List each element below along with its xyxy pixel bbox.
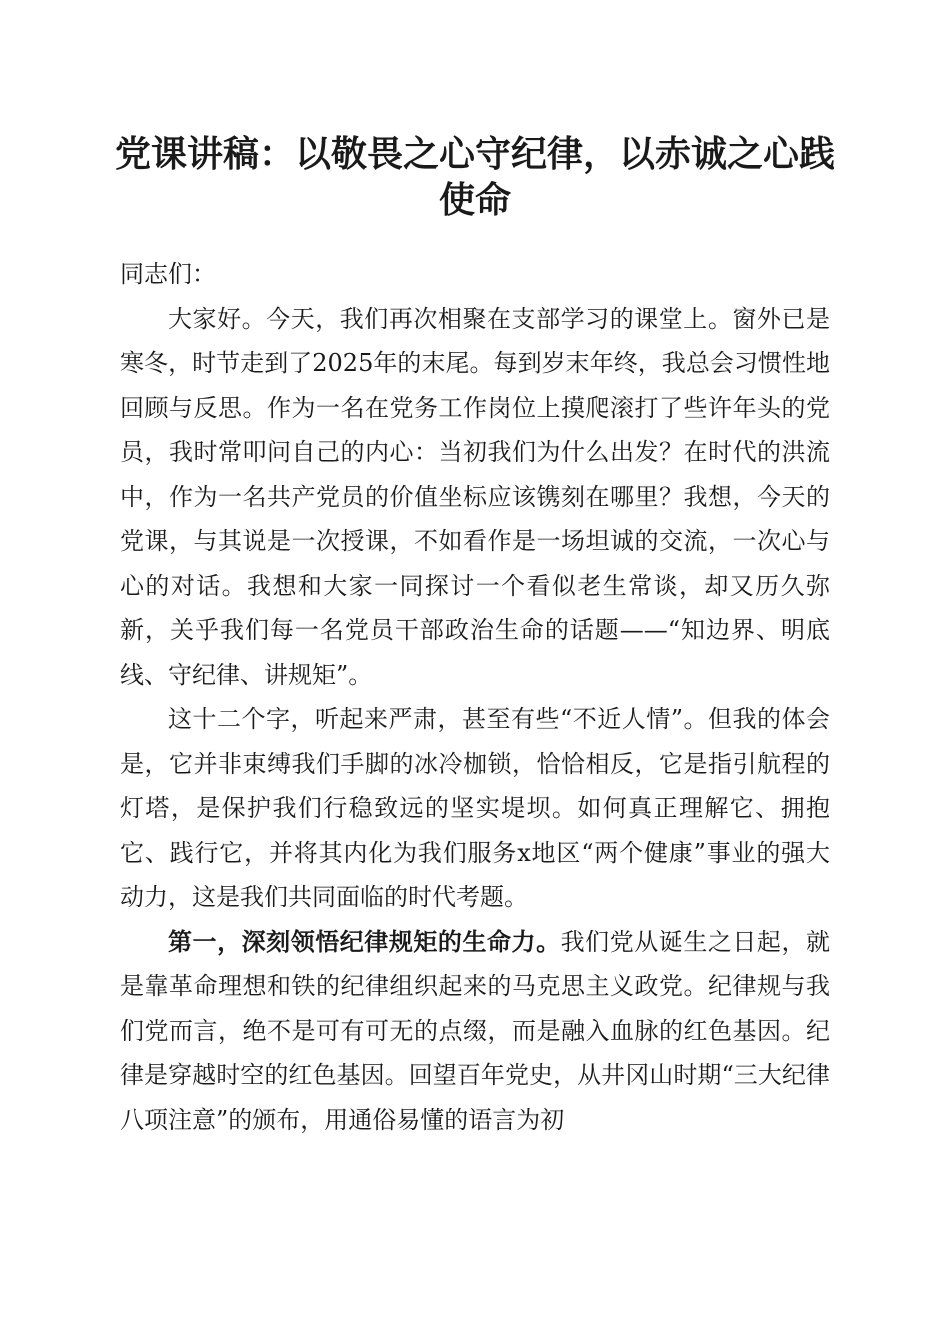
document-title: 党课讲稿：以敬畏之心守纪律，以赤诚之心践使命 <box>114 134 835 221</box>
document-body <box>120 252 830 1142</box>
paragraph-3 <box>120 920 830 1143</box>
paragraph-2-text: 这十二个字，听起来严肃，甚至有些“不近人情”。但我的体会是，它并非束缚我们手脚的冰冷枷锁，恰恰相反，它是指引航程的灯塔，是保护我们行稳致远的坚实堤坝。如何真正理解它、拥抱它、践行它，并将其内化为我们服务x地区“两个健康”事业的强大动力，这是我们共同面临的时代考题。 <box>120 705 830 911</box>
paragraph-3-text: 我们党从诞生之日起，就是靠革命理想和铁的纪律组织起来的马克思主义政党。纪律规与我们党而言，绝不是可有可无的点缀，而是融入血脉的红色基因。纪律是穿越时空的红色基因。回望百年党史，从井冈山时期“三大纪律八项注意”的颁布，用通俗易懂的语言为初 <box>120 927 831 1134</box>
section-heading-first: 第一，深刻领悟纪律规矩的生命力。 <box>168 927 561 956</box>
paragraph-1 <box>120 297 830 698</box>
paragraph-1-text: 大家好。今天，我们再次相聚在支部学习的课堂上。窗外已是寒冬，时节走到了2025年的末尾。每到岁末年终，我总会习惯性地回顾与反思。作为一名在党务工作岗位上摸爬滚打了些许年头的党员，我时常叩问自己的内心：当初我们为什么出发？在时代的洪流中，作为一名共产党员的价值坐标应该镌刻在哪里？我想，今天的党课，与其说是一次授课，不如看作是一场坦诚的交流，一次心与心的对话。我想和大家一同探讨一个看似老生常谈，却又历久弥新，关乎我们每一名党员干部政治生命的话题——“知边界、明底线、守纪律、讲规矩”。 <box>120 304 830 689</box>
paragraph-2 <box>120 697 830 920</box>
greeting: 同志们： <box>120 260 216 288</box>
